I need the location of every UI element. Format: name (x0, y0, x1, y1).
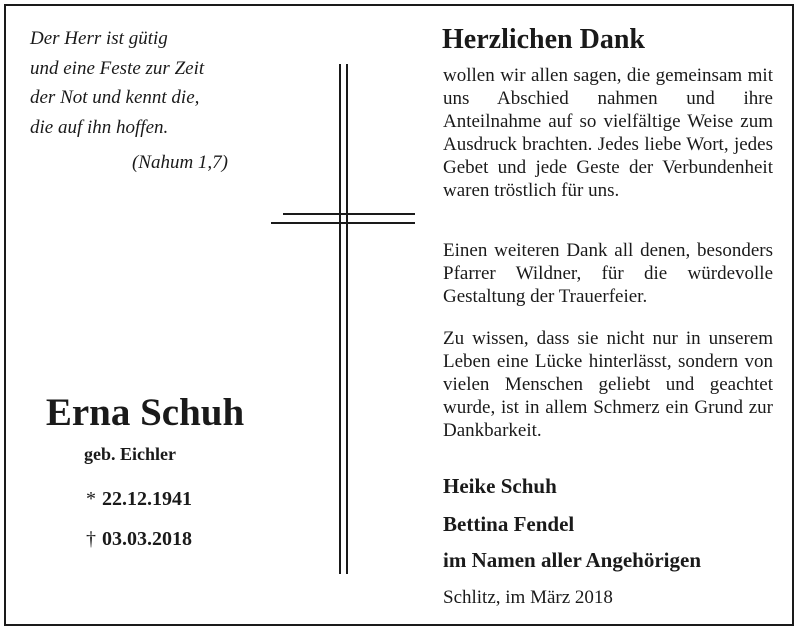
verse-line: und eine Feste zur Zeit (30, 57, 205, 79)
signatory-3: im Namen aller Angehörigen (443, 548, 702, 572)
deceased-name: Erna Schuh (45, 391, 245, 434)
place-date: Schlitz, im März 2018 (443, 587, 613, 608)
birth-date: 22.12.1941 (102, 488, 192, 510)
thanks-paragraph-2: Einen weiteren Dank all denen, besonders Pfarrer Wildner, für die würdevolle Gestaltung der Trauerfeier. (443, 240, 773, 307)
death-date-line (86, 526, 192, 552)
death-dagger-icon: † (86, 528, 96, 550)
verse-line: Der Herr ist gütig (30, 28, 168, 49)
thanks-heading: Herzlichen Dank (442, 24, 645, 55)
verse-line: der Not und kennt die, (30, 87, 200, 108)
maiden-name: geb. Eichler (84, 444, 176, 464)
birth-date-line (86, 486, 192, 512)
thanks-paragraph-3: Zu wissen, dass sie nicht nur in unserem Leben eine Lücke hinterlässt, sondern von vielen Menschen geliebt und geachtet wurde, ist in allem Schmerz ein Grund zur Dankbarkeit. (443, 328, 773, 441)
signatory-2: Bettina Fendel (443, 512, 575, 536)
thanks-paragraph-1: wollen wir allen sagen, die gemeinsam mit uns Abschied nahmen und ihre Anteilnahme auf so vielfältige Weise zum Ausdruck brachten. Jedes liebe Wort, jedes Gebet und jede Geste der Verbundenheit waren tröstlich für uns. (443, 65, 773, 201)
signatory-1: Heike Schuh (443, 474, 557, 498)
verse-reference: (Nahum 1,7) (131, 152, 228, 173)
verse-line: die auf ihn hoffen. (30, 116, 169, 138)
death-date: 03.03.2018 (102, 528, 192, 550)
birth-star-icon: * (86, 488, 96, 510)
